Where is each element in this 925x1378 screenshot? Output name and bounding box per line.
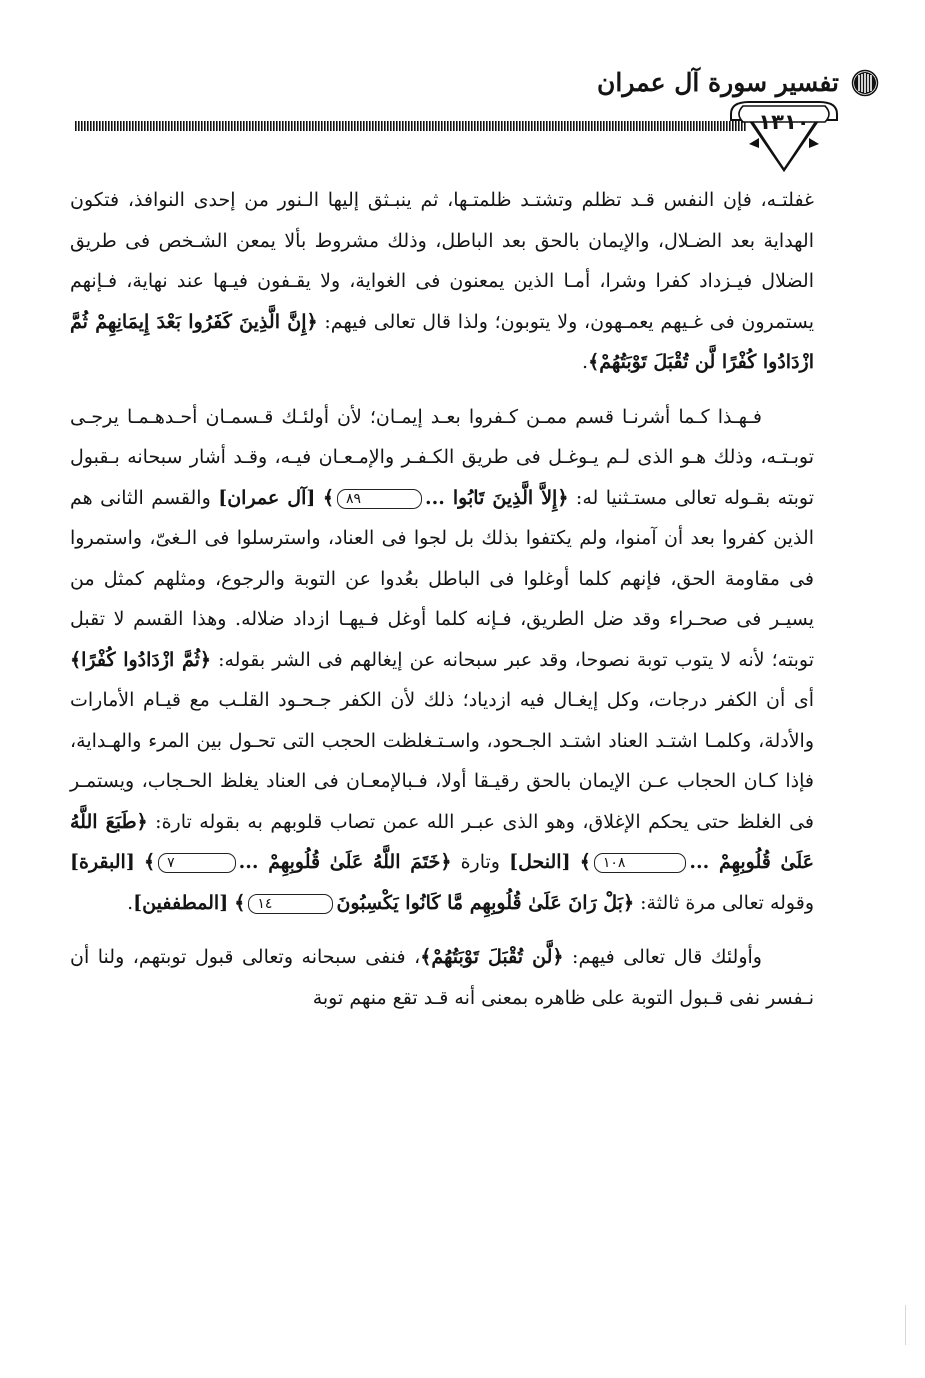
- paragraph: [70, 180, 814, 383]
- text-run: ، فنفى سبحانه وتعالى قبول توبتهم، ولنا أن نـفسر نفى قـبول التوبة على ظاهره بمعنى أنه قـد تقع منهم توبة: [70, 946, 814, 1009]
- ayah-number: ٧: [158, 853, 236, 873]
- body-text: [70, 180, 814, 1018]
- page-number-badge: [725, 98, 843, 180]
- surah-reference: [آل عمران]: [218, 486, 316, 509]
- quran-verse: ﴿إِنَّ الَّذِينَ كَفَرُوا بَعْدَ إِيمَانِهِمْ ثُمَّ ازْدَادُوا كُفْرًا لَّن تُقْبَلَ تَوْبَتُهُمْ﴾: [70, 310, 814, 373]
- ornament-icon: [851, 69, 879, 97]
- paragraph: [70, 397, 814, 924]
- text-run: [571, 851, 580, 873]
- quran-verse: ﴿طَبَعَ اللَّهُ عَلَىٰ قُلُوبِهِمْ ...: [70, 810, 815, 873]
- text-run: غفلتـه، فإن النفس قـد تظلم وتشتـد ظلمتـها، ثم ينبـثق إليها الـنور من إحدى النوافذ، فتكون الهداية بعد الضـلال، والإيمان بالحق بعد الباطل، وذلك مشروط بألا يمعن الشـخص فى طريق الضلال فيـزداد كفرا وشرا، أمـا الذين يمعنون فى الغواية، ولا يقـفون فيـها عند نهاية، فـإنهم يستمرون فى غـيهم يعمـهون، ولا يتوبون؛ ولذا قال تعالى فيهم:: [70, 189, 814, 333]
- quran-verse: ﴿إِلاَّ الَّذِينَ تَابُوا ...: [425, 486, 569, 509]
- text-run: وقوله تعالى مرة ثالثة:: [634, 891, 814, 914]
- text-run: .: [127, 891, 134, 914]
- surah-reference: [البقرة]: [70, 851, 135, 873]
- text-run: وتارة: [451, 851, 510, 873]
- ayah-number: ١٠٨: [594, 853, 687, 873]
- surah-reference: [النحل]: [509, 851, 571, 873]
- header-rule: [75, 116, 747, 136]
- quran-verse: ﴿خَتَمَ اللَّهُ عَلَىٰ قُلُوبِهِمْ ...: [238, 851, 452, 873]
- quran-verse: ﴾: [234, 891, 246, 914]
- page-number: ١٣١٠: [758, 110, 810, 134]
- text-run: أى أن الكفر درجات، وكل إيغـال فيه ازدياد؛ ذلك لأن الكفر جـحـود القلـب مع قيـام الأمارات والأدلة، وكلمـا اشتـد العناد اشتـد الجـحود، واسـتـغلظت الحجب التى تحـول بين المرء والهـداية، فإذا كـان الحجاب عـن الإيمان بالحق رقيـقا أولا، فـبالإمعـان فى العناد يغلظ الحـجاب، ويستمـر فى الغلظ حتى يحكم الإغلاق، وهو الذى عبـر الله عمن تصاب قلوبهم به بقوله تارة:: [70, 689, 814, 833]
- quran-verse: ﴿بَلْ رَانَ عَلَىٰ قُلُوبِهِم مَّا كَانُوا يَكْسِبُونَ: [336, 891, 635, 914]
- quran-verse: ﴾: [143, 851, 156, 873]
- text-run: والقسم الثانى هم الذين كفروا بعد أن آمنوا، ولم يكتفوا بذلك بل لجوا فى العناد، واسترسلوا فى الـغىّ، واستمروا فى مقاومة الحق، فإنهم كلما أوغلوا فى الباطل بعُدوا عن التوبة والرجوع، ومثلهم كمثل من يسيـر فى صحـراء وقد ضل الطريق، فـإنه كلما أوغل فـيهـا ازداد ضلاله. وهذا القسم لا تقبل توبته؛ لأنه لا يتوب توبة نصوحا، وقد عبر سبحانه عن إيغالهم فى الشر بقوله:: [70, 486, 814, 671]
- ayah-number: ١٤: [248, 894, 333, 914]
- quran-verse: ﴿لَّن تُقْبَلَ تَوْبَتُهُمْ﴾: [420, 946, 564, 968]
- text-run: [315, 487, 322, 509]
- text-run: وأولئك قال تعالى فيهم:: [563, 946, 762, 968]
- text-run: فـهـذا كـما أشرنـا قسم ممـن كـفروا بعـد إيمـان؛ لأن أولئـك قـسمـان أحـدهـمـا يرجـى توبـتـه، وذلك هـو الذى لـم يـوغـل فى طريق الكـفـر والإمـعـان فيـه، وقـد أشار سبحانه بـقبول توبته بقـوله تعالى مستـثنيا له:: [70, 405, 814, 509]
- text-run: .: [582, 351, 589, 373]
- quran-verse: ﴾: [579, 851, 591, 873]
- running-header: [597, 68, 879, 97]
- text-run: [135, 851, 144, 873]
- paragraph: [70, 937, 814, 1018]
- quran-verse: ﴿ثُمَّ ازْدَادُوا كُفْرًا﴾: [70, 648, 212, 671]
- running-title: تفسير سورة آل عمران: [597, 68, 839, 97]
- ayah-number: ٨٩: [337, 489, 422, 509]
- quran-verse: ﴾: [322, 486, 334, 509]
- surah-reference: [المطففين]: [133, 891, 229, 914]
- margin-tick: [905, 1305, 906, 1345]
